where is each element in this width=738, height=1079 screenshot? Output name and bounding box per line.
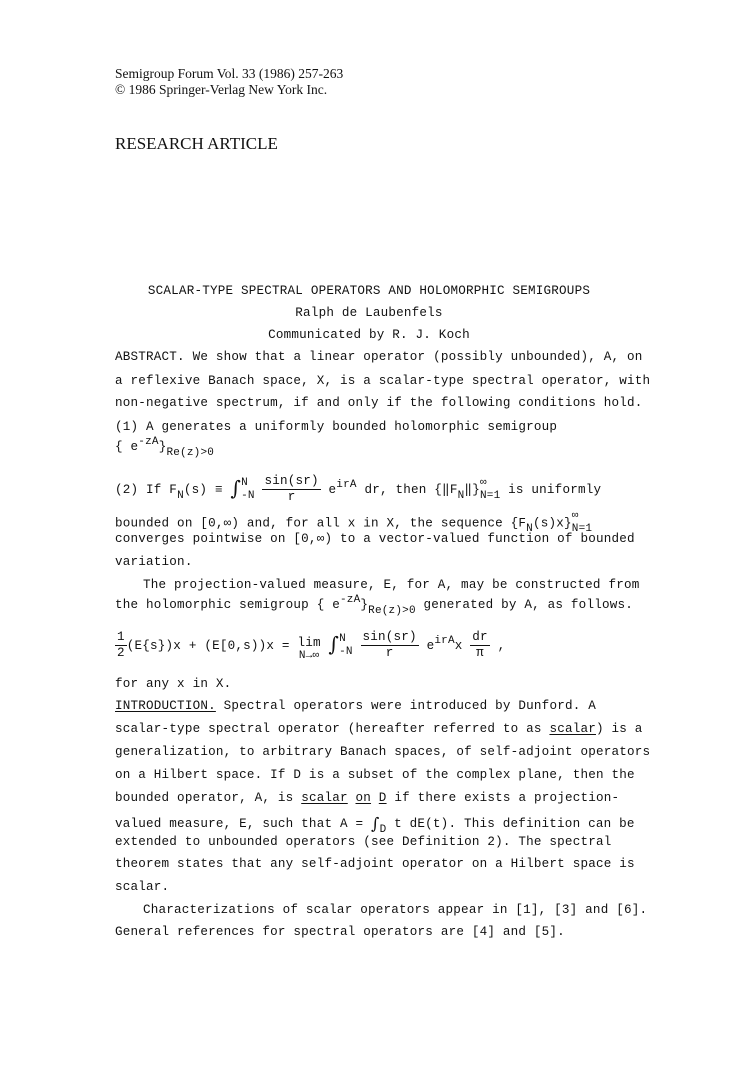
journal-citation: Semigroup Forum Vol. 33 (1986) 257-263 (115, 66, 344, 81)
for-any-x-line: for any x in X. (115, 677, 232, 691)
intro-line-2: scalar-type spectral operator (hereafter referred to as scalar) is a (115, 722, 643, 736)
intro-line-9: scalar. (115, 880, 170, 894)
projection-formula: $\frac{1}{2}$ (E{s})x + (E[0,s))x = lim N→∞ ∫ N -N $\frac{\sin(sr)}{r}$ eirAx $\frac{dr}{\pi}$ , (117, 630, 506, 662)
char-line-2: General references for spectral operators are [4] and [5]. (115, 925, 565, 939)
author-name: Ralph de Laubenfels (295, 306, 443, 320)
bounded-line: bounded on [0,∞) and, for all x in X, the sequence {FN(s)x} ∞ N=1 (115, 510, 593, 536)
condition-2-formula: (2) If FN(s) ≡ ∫ N -N $\frac{\sin(sr)}{r}$ eirA dr, then {‖FN‖} ∞ N=1 is uniformly (115, 474, 602, 505)
intro-line-3: generalization, to arbitrary Banach spaces, of self-adjoint operators (115, 745, 651, 759)
projection-line-2: the holomorphic semigroup { e-zA}Re(z)>0 generated by A, as follows. (115, 594, 633, 617)
intro-line-1: INTRODUCTION. Spectral operators were introduced by Dunford. A (115, 699, 596, 713)
abstract-line-1: ABSTRACT. We show that a linear operator (possibly unbounded), A, on (115, 350, 643, 364)
intro-line-5: bounded operator, A, is scalar on D if there exists a projection- (115, 791, 620, 805)
abstract-line-2: a reflexive Banach space, X, is a scalar-type spectral operator, with (115, 374, 651, 388)
abstract-label: ABSTRACT. (115, 350, 185, 364)
paper-title: SCALAR-TYPE SPECTRAL OPERATORS AND HOLOMORPHIC SEMIGROUPS (147, 284, 591, 298)
communicated-by: Communicated by R. J. Koch (268, 328, 470, 342)
article-type-heading: RESEARCH ARTICLE (115, 134, 278, 153)
projection-line-1: The projection-valued measure, E, for A, may be constructed from (143, 578, 640, 592)
converges-line: converges pointwise on [0,∞) to a vector-valued function of bounded (115, 532, 635, 546)
abstract-line-3: non-negative spectrum, if and only if the following conditions hold. (115, 396, 643, 410)
condition-1-semigroup: { e-zA}Re(z)>0 (115, 436, 215, 459)
variation-line: variation. (115, 555, 193, 569)
condition-1-line: (1) A generates a uniformly bounded holomorphic semigroup (115, 420, 558, 434)
intro-line-8: theorem states that any self-adjoint operator on a Hilbert space is (115, 857, 635, 871)
copyright-line: © 1986 Springer-Verlag New York Inc. (115, 82, 328, 97)
sin-fraction: $\frac{\sin(sr)}{r}$ (264, 474, 319, 505)
intro-line-7: extended to unbounded operators (see Definition 2). The spectral (115, 835, 612, 849)
char-line-1: Characterizations of scalar operators appear in [1], [3] and [6]. (143, 903, 648, 917)
intro-line-4: on a Hilbert space. If D is a subset of the complex plane, then the (115, 768, 635, 782)
intro-line-6: valued measure, E, such that A = ∫D t dE(t). This definition can be (115, 814, 635, 836)
intro-heading: INTRODUCTION. (115, 699, 216, 713)
